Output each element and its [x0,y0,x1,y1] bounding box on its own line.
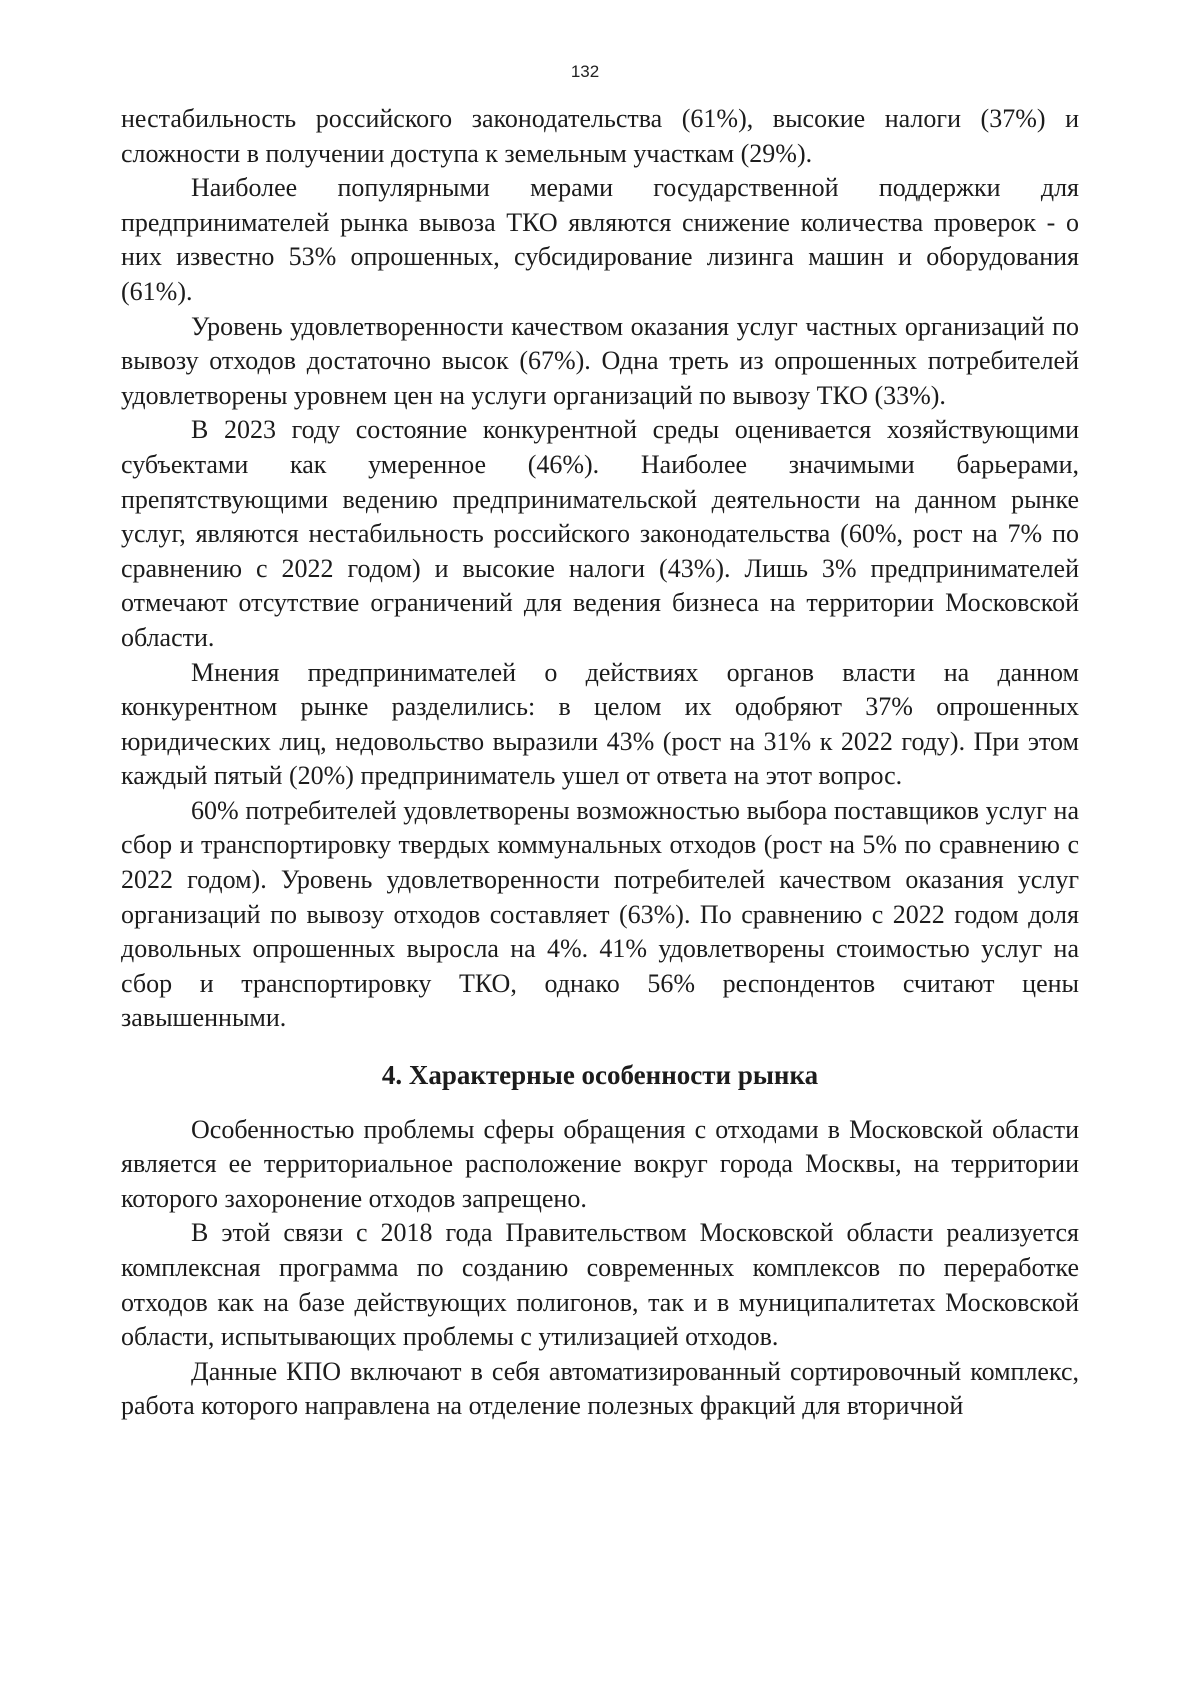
page-number: 132 [570,62,600,81]
paragraph: В этой связи с 2018 года Правительством Московской области реализуется комплексная программа по созданию современных комплексов по переработке отходов как на базе действующих полигонов, так и в муниципалитетах Московской области, испытывающих проблемы с утилизацией отходов. [121,1218,1079,1352]
paragraph: Уровень удовлетворенности качеством оказания услуг частных организаций по вывозу отходов достаточно высок (67%). Одна треть из опрошенных потребителей удовлетворены уровнем цен на услуги организаций по вывозу ТКО (33%). [121,311,1079,410]
section-heading: 4. Характерные особенности рынка [381,1060,819,1091]
paragraph: нестабильность российского законодательства (61%), высокие налоги (37%) и сложности в получении доступа к земельным участкам (29%). [121,104,1079,168]
paragraph: Наиболее популярными мерами государственной поддержки для предпринимателей рынка вывоза ТКО являются снижение количества проверок - о них известно 53% опрошенных, субсидирование лизинга машин и оборудования (61%). [121,173,1079,306]
paragraph: Данные КПО включают в себя автоматизированный сортировочный комплекс, работа которого направлена на отделение полезных фракций для вторичной [121,1356,1079,1421]
document-body [121,102,1079,1424]
paragraph: 60% потребителей удовлетворены возможностью выбора поставщиков услуг на сбор и транспортировку твердых коммунальных отходов (рост на 5% по сравнению с 2022 годом). Уровень удовлетворенности потребителей качеством оказания услуг организаций по вывозу отходов составляет (63%). По сравнению с 2022 годом доля довольных опрошенных выросла на 4%. 41% удовлетворены стоимостью услуг на сбор и транспортировку ТКО, однако 56% респондентов считают цены завышенными. [121,795,1079,1033]
paragraph: Особенностью проблемы сферы обращения с отходами в Московской области является ее территориальное расположение вокруг города Москвы, на территории которого захоронение отходов запрещено. [121,1114,1079,1213]
paragraph: В 2023 году состояние конкурентной среды оценивается хозяйствующими субъектами как умеренное (46%). Наиболее значимыми барьерами, препятствующими ведению предпринимательской деятельности на данном рынке услуг, являются нестабильность российского законодательства (60%, рост на 7% по сравнению с 2022 годом) и высокие налоги (43%). Лишь 3% предпринимателей отмечают отсутствие ограничений для ведения бизнеса на территории Московской области. [121,415,1079,652]
paragraph: Мнения предпринимателей о действиях органов власти на данном конкурентном рынке разделились: в целом их одобряют 37% опрошенных юридических лиц, недовольство выразили 43% (рост на 31% к 2022 году). При этом каждый пятый (20%) предприниматель ушел от ответа на этот вопрос. [121,657,1079,791]
